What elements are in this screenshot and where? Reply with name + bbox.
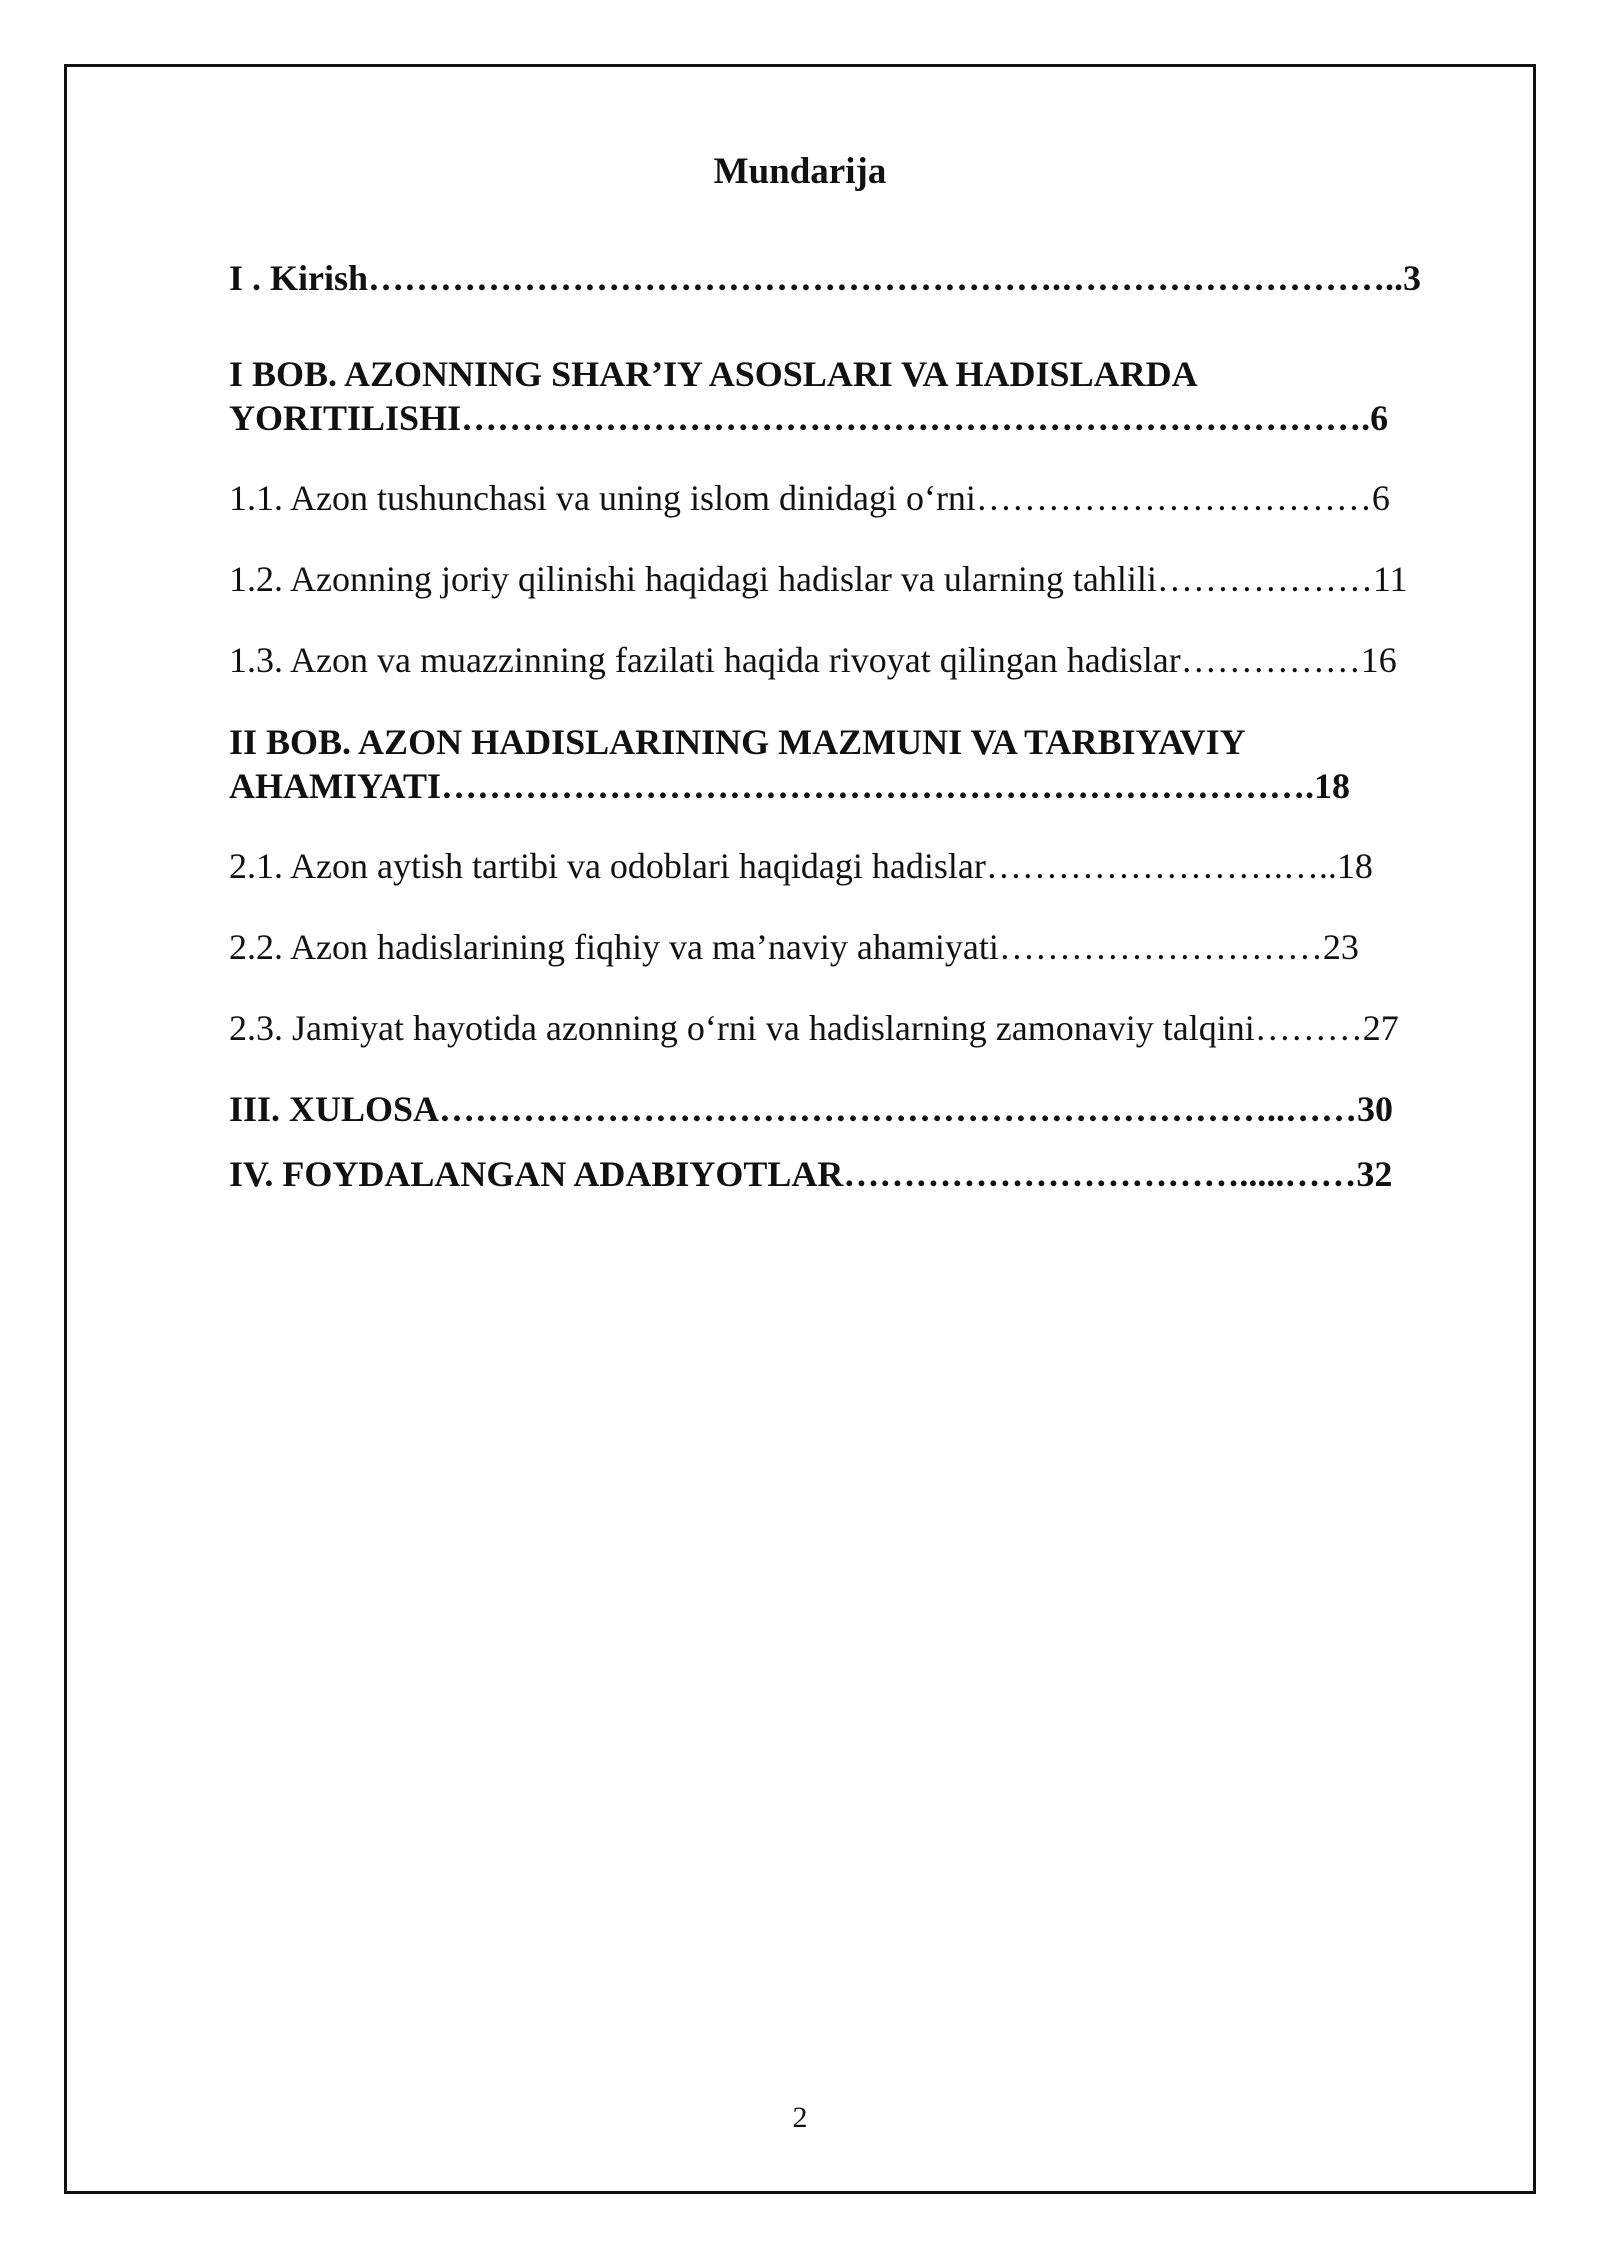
toc-entry-text: 2.3. Jamiyat hayotida azonning o‘rni va hadislarning zamonaviy talqini………27 (229, 1008, 1399, 1048)
toc-entry-text: I . Kirish………………………………………………….………………………..3 (229, 258, 1422, 298)
toc-entry-text: II BOB. AZON HADISLARINING MAZMUNI VA TARBIYAVIY (229, 722, 1246, 762)
toc-entry-text: 1.2. Azonning joriy qilinishi haqidagi hadislar va ularning tahlili………………11 (229, 559, 1408, 599)
toc-entry-2-2[interactable] (229, 925, 1359, 969)
toc-entry-text: 1.3. Azon va muazzinning fazilati haqida rivoyat qilingan hadislar……………16 (229, 640, 1397, 680)
toc-entry-1-2[interactable] (229, 557, 1408, 601)
toc-entry-text: 2.2. Azon hadislarining fiqhiy va ma’naviy ahamiyati………………………23 (229, 927, 1359, 967)
toc-entry-text-continued: YORITILISHI………………………………………………………………….6 (229, 398, 1389, 438)
toc-entry-text-continued: AHAMIYATI……………………………………………………………….18 (229, 766, 1351, 806)
toc-entry-text: 1.1. Azon tushunchasi va uning islom dinidagi o‘rni……………………………6 (229, 478, 1390, 518)
toc-entry-adabiyotlar[interactable] (229, 1152, 1392, 1196)
toc-entry-text: I BOB. AZONNING SHAR’IY ASOSLARI VA HADISLARDA (229, 354, 1198, 394)
toc-title: Mundarija (713, 151, 887, 192)
toc-entry-kirish[interactable] (229, 256, 1421, 300)
toc-entry-chapter-1[interactable] (229, 352, 1388, 440)
toc-entry-1-3[interactable] (229, 638, 1397, 682)
toc-entry-text: IV. FOYDALANGAN ADABIYOTLAR…………………………….....……32 (229, 1154, 1393, 1194)
toc-entry-text: III. XULOSA……………………………………………………………..……30 (229, 1089, 1394, 1129)
toc-entry-2-1[interactable] (229, 844, 1373, 888)
toc-entry-chapter-2[interactable] (229, 720, 1350, 808)
toc-entry-1-1[interactable] (229, 476, 1390, 520)
page-number: 2 (792, 2101, 808, 2134)
toc-entry-2-3[interactable] (229, 1006, 1399, 1050)
toc-entry-xulosa[interactable] (229, 1087, 1393, 1131)
toc-entry-text: 2.1. Azon aytish tartibi va odoblari haqidagi hadislar…………………….…..18 (229, 846, 1373, 886)
